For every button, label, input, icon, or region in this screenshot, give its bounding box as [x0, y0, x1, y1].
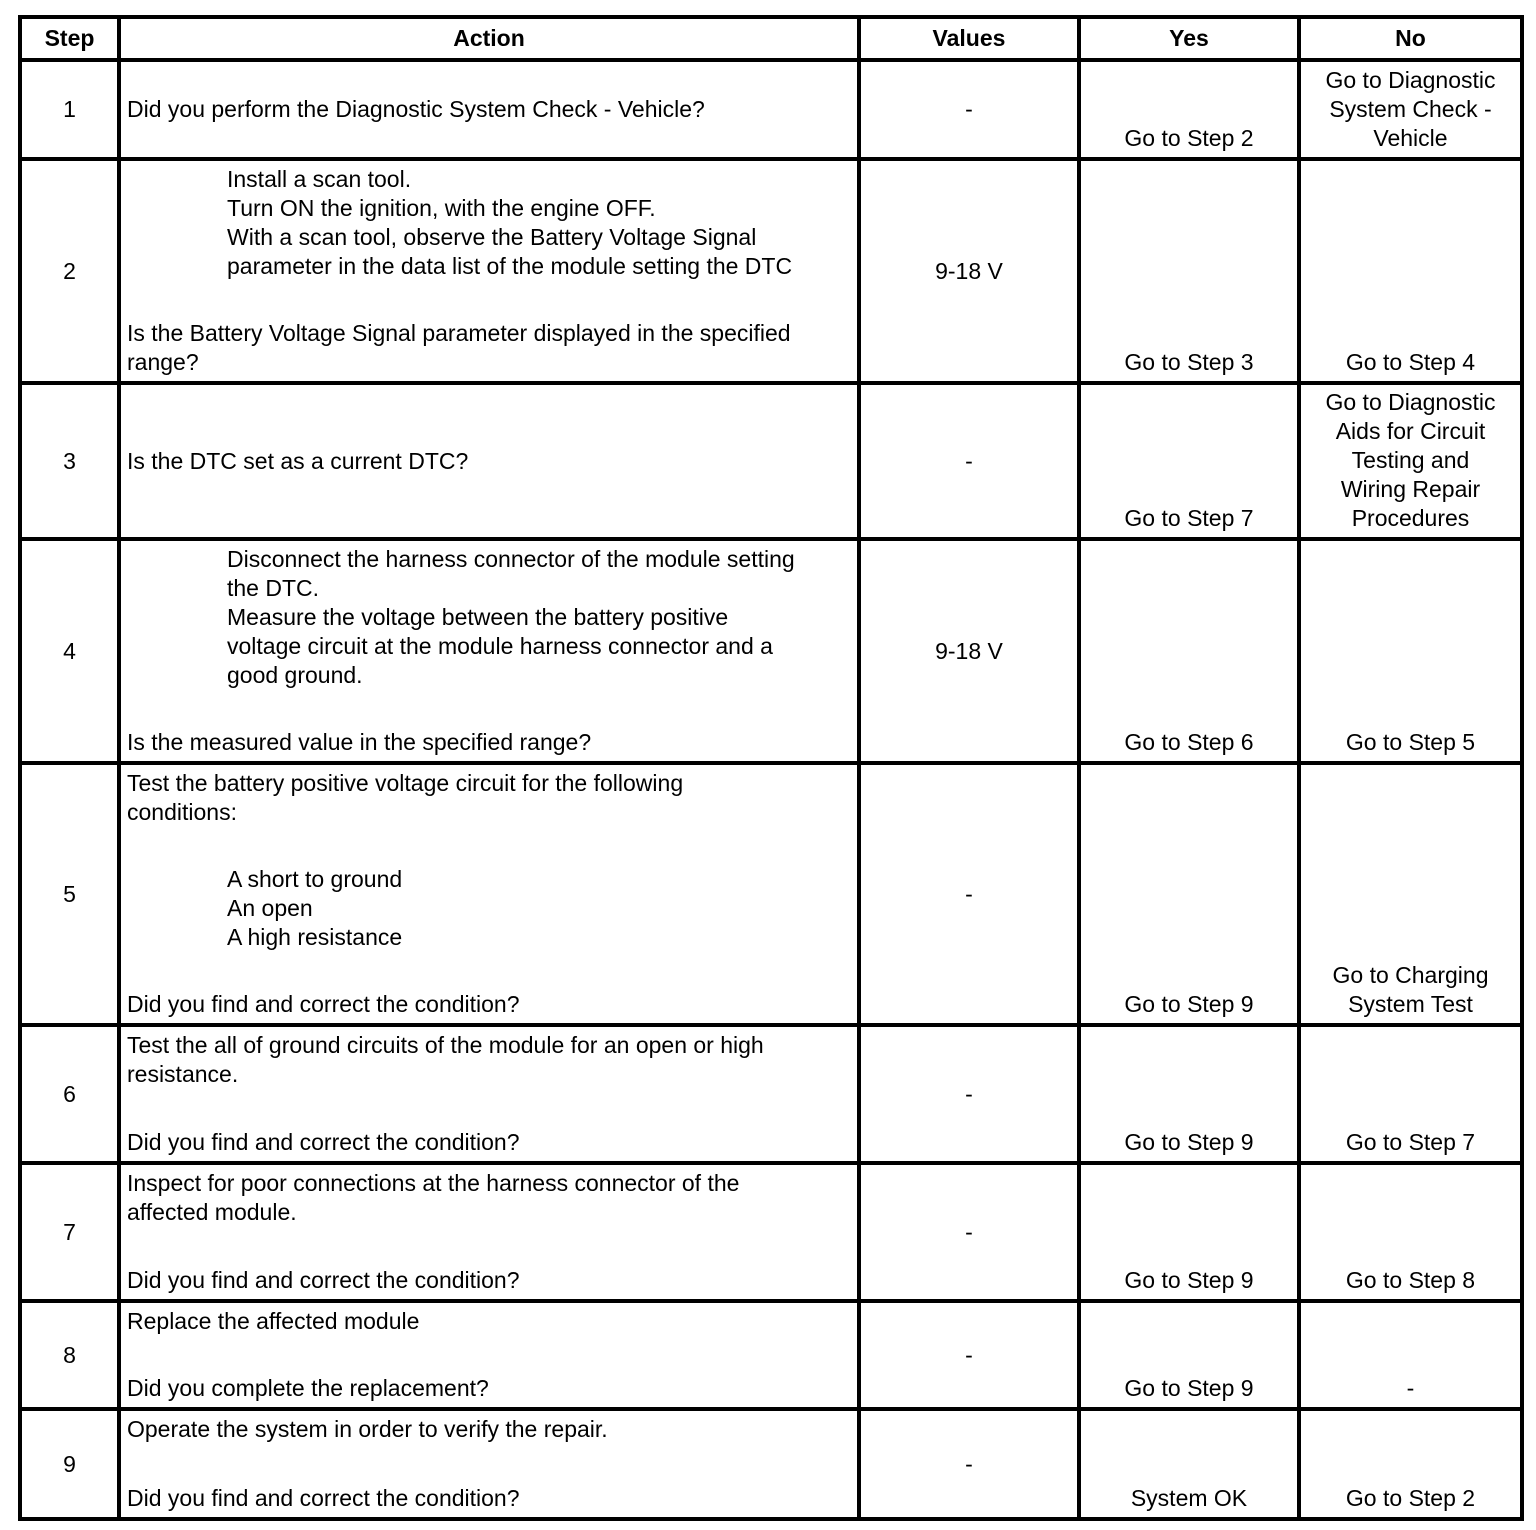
action-question: Did you find and correct the condition?: [127, 1485, 520, 1511]
action-intro-line: conditions:: [127, 799, 237, 825]
header-no: No: [1299, 17, 1522, 60]
yes-cell: System OK: [1079, 1409, 1299, 1519]
values-cell: -: [859, 60, 1079, 159]
header-yes: Yes: [1079, 17, 1299, 60]
action-item: Turn ON the ignition, with the engine OFF.: [227, 195, 656, 221]
step-number: 7: [20, 1163, 119, 1301]
action-question: Did you find and correct the condition?: [127, 1129, 520, 1155]
action-item: Install a scan tool.: [227, 166, 412, 192]
no-line: Go to Charging: [1332, 962, 1489, 988]
no-line: System Check -: [1329, 96, 1492, 122]
diagnostic-table: [18, 15, 1524, 1521]
step-number: 8: [20, 1301, 119, 1409]
values-cell: -: [859, 1163, 1079, 1301]
table-row: [20, 1163, 1522, 1301]
table-row: [20, 60, 1522, 159]
yes-cell: Go to Step 9: [1079, 1163, 1299, 1301]
values-cell: -: [859, 383, 1079, 539]
header-step: Step: [20, 17, 119, 60]
action-item: A short to ground: [227, 866, 403, 892]
step-number: 6: [20, 1025, 119, 1163]
action-intro-line: resistance.: [127, 1061, 239, 1087]
action-intro-line: Test the battery positive voltage circuit for the following: [127, 770, 684, 796]
no-cell: [1299, 763, 1522, 1025]
action-item: good ground.: [227, 662, 363, 688]
no-line: Testing and: [1351, 447, 1470, 473]
values-cell: -: [859, 763, 1079, 1025]
no-cell: [1299, 60, 1522, 159]
action-instructions: [127, 545, 853, 690]
yes-cell: Go to Step 9: [1079, 1025, 1299, 1163]
action-question: Did you find and correct the condition?: [127, 1267, 520, 1293]
action-cell: [119, 1409, 859, 1519]
action-question-line: range?: [127, 349, 199, 375]
table-row: [20, 383, 1522, 539]
action-question: Did you complete the replacement?: [127, 1375, 489, 1401]
action-intro-line: affected module.: [127, 1199, 297, 1225]
step-number: 9: [20, 1409, 119, 1519]
diagnostic-table-frame: [18, 15, 1520, 1517]
action-item: Disconnect the harness connector of the module setting: [227, 546, 795, 572]
table-row: [20, 159, 1522, 383]
no-cell: Go to Step 5: [1299, 539, 1522, 763]
step-number: 2: [20, 159, 119, 383]
action-cell: [119, 60, 859, 159]
action-cell: [119, 1163, 859, 1301]
no-cell: Go to Step 4: [1299, 159, 1522, 383]
action-intro-line: Replace the affected module: [127, 1308, 420, 1334]
action-cell: [119, 383, 859, 539]
action-item: voltage circuit at the module harness connector and a: [227, 633, 773, 659]
action-item: With a scan tool, observe the Battery Voltage Signal: [227, 224, 757, 250]
no-line: Vehicle: [1373, 125, 1448, 151]
yes-cell: Go to Step 9: [1079, 1301, 1299, 1409]
no-line: Procedures: [1351, 505, 1470, 531]
header-values: Values: [859, 17, 1079, 60]
yes-cell: Go to Step 2: [1079, 60, 1299, 159]
action-cell: [119, 159, 859, 383]
action-intro-line: Operate the system in order to verify the repair.: [127, 1416, 608, 1442]
table-row: [20, 1301, 1522, 1409]
header-action: Action: [119, 17, 859, 60]
no-line: Go to Diagnostic: [1325, 67, 1496, 93]
values-cell: -: [859, 1301, 1079, 1409]
values-cell: 9-18 V: [859, 539, 1079, 763]
no-line: System Test: [1348, 991, 1473, 1017]
action-intro: [127, 1031, 853, 1089]
step-number: 3: [20, 383, 119, 539]
action-cell: [119, 539, 859, 763]
no-cell: Go to Step 2: [1299, 1409, 1522, 1519]
yes-cell: Go to Step 6: [1079, 539, 1299, 763]
yes-cell: Go to Step 3: [1079, 159, 1299, 383]
action-question: Is the DTC set as a current DTC?: [127, 447, 469, 474]
action-instructions: [127, 165, 853, 281]
action-item: A high resistance: [227, 924, 403, 950]
no-line: Aids for Circuit: [1335, 418, 1486, 444]
action-item: Measure the voltage between the battery positive: [227, 604, 729, 630]
action-instructions: [127, 865, 853, 952]
no-cell: Go to Step 7: [1299, 1025, 1522, 1163]
action-intro-line: Test the all of ground circuits of the module for an open or high: [127, 1032, 764, 1058]
action-item: parameter in the data list of the module setting the DTC: [227, 253, 793, 279]
action-intro: [127, 769, 853, 827]
values-cell: 9-18 V: [859, 159, 1079, 383]
table-row: [20, 1409, 1522, 1519]
no-cell: -: [1299, 1301, 1522, 1409]
table-row: [20, 763, 1522, 1025]
no-line: Go to Diagnostic: [1325, 389, 1496, 415]
action-question: Did you find and correct the condition?: [127, 991, 520, 1017]
header-row: [20, 17, 1522, 60]
yes-cell: Go to Step 9: [1079, 763, 1299, 1025]
action-question-line: Is the Battery Voltage Signal parameter displayed in the specified: [127, 320, 791, 346]
no-line: Wiring Repair: [1340, 476, 1481, 502]
values-cell: -: [859, 1025, 1079, 1163]
action-intro: [127, 1169, 853, 1227]
action-cell: [119, 1025, 859, 1163]
action-question: Did you perform the Diagnostic System Check - Vehicle?: [127, 96, 705, 122]
action-question: [127, 319, 853, 377]
action-cell: [119, 763, 859, 1025]
no-cell: [1299, 383, 1522, 539]
no-cell: Go to Step 8: [1299, 1163, 1522, 1301]
step-number: 1: [20, 60, 119, 159]
action-question: Is the measured value in the specified range?: [127, 729, 592, 755]
step-number: 5: [20, 763, 119, 1025]
action-intro-line: Inspect for poor connections at the harness connector of the: [127, 1170, 740, 1196]
action-item: the DTC.: [227, 575, 320, 601]
table-row: [20, 1025, 1522, 1163]
action-item: An open: [227, 895, 313, 921]
step-number: 4: [20, 539, 119, 763]
action-cell: [119, 1301, 859, 1409]
yes-cell: Go to Step 7: [1079, 383, 1299, 539]
values-cell: -: [859, 1409, 1079, 1519]
table-row: [20, 539, 1522, 763]
